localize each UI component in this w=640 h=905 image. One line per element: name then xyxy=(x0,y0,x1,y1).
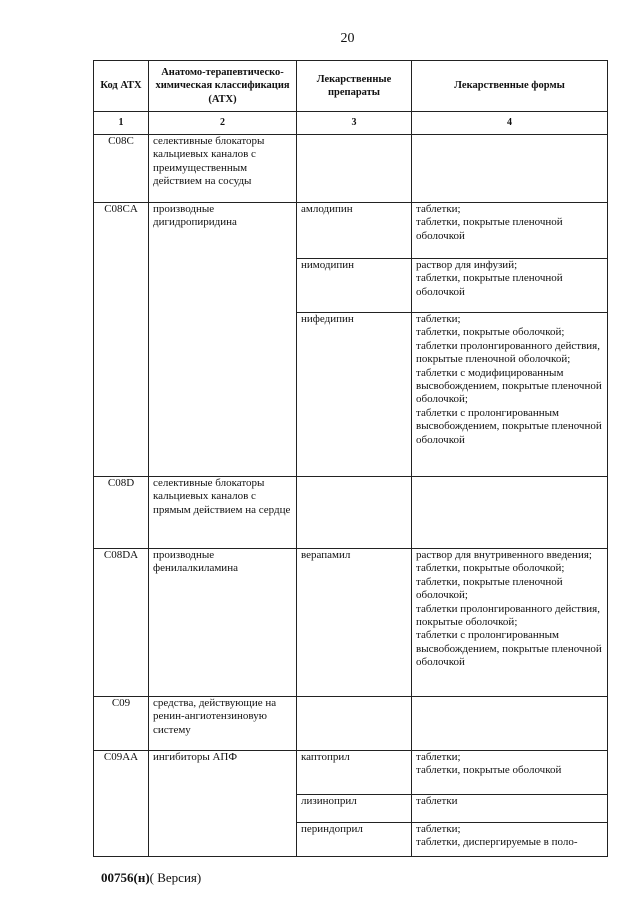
drug-name-cell: нифедипин xyxy=(297,313,412,477)
header-code: Код АТХ xyxy=(94,61,149,112)
page-number: 20 xyxy=(340,31,355,46)
atc-code-cell: C09AA xyxy=(94,751,149,857)
table-row xyxy=(94,135,608,203)
header-drugs: Лекарственные препараты xyxy=(297,61,412,112)
drug-name-cell: амлодипин xyxy=(297,203,412,259)
drug-name-cell: каптоприл xyxy=(297,751,412,795)
table-row xyxy=(94,751,608,795)
classification-cell: производные дигидропиридина xyxy=(149,203,297,477)
atc-code-cell: C08D xyxy=(94,477,149,549)
column-number-row xyxy=(94,112,608,135)
dosage-forms-cell xyxy=(412,135,608,203)
column-number: 3 xyxy=(297,112,412,135)
table-header-row xyxy=(94,61,608,112)
atc-table xyxy=(93,60,608,857)
dosage-forms-cell: таблетки xyxy=(412,795,608,823)
dosage-forms-cell: таблетки; таблетки, покрытые оболочкой; таблетки пролонгированного действия, покрытые пленочной оболочкой; таблетки с модифицированным высвобождением, покрытые пленочной оболочкой; таблетки с пролонгированным высвобождением, покрытые пленочной оболочкой xyxy=(412,313,608,477)
column-number: 4 xyxy=(412,112,608,135)
atc-code-cell: C08DA xyxy=(94,549,149,697)
table-row xyxy=(94,549,608,697)
classification-cell: производные фенилалкиламина xyxy=(149,549,297,697)
dosage-forms-cell: раствор для внутривенного введения; таблетки, покрытые оболочкой; таблетки, покрытые пленочной оболочкой; таблетки пролонгированного действия, покрытые оболочкой; таблетки с пролонгированным высвобождением, покрытые пленочной оболочкой xyxy=(412,549,608,697)
footer-label: ( Версия) xyxy=(149,870,202,885)
table-row xyxy=(94,477,608,549)
atc-code-cell: C08CA xyxy=(94,203,149,477)
atc-code-cell: C08C xyxy=(94,135,149,203)
document-footer xyxy=(101,870,201,886)
drug-name-cell: лизиноприл xyxy=(297,795,412,823)
header-forms: Лекарственные формы xyxy=(412,61,608,112)
drug-name-cell: нимодипин xyxy=(297,259,412,313)
drug-name-cell xyxy=(297,135,412,203)
drug-name-cell xyxy=(297,477,412,549)
classification-cell: селективные блокаторы кальциевых каналов с прямым действием на сердце xyxy=(149,477,297,549)
footer-code: 00756(н) xyxy=(101,870,150,885)
table-body xyxy=(94,135,608,857)
dosage-forms-cell: таблетки; таблетки, покрытые оболочкой xyxy=(412,751,608,795)
classification-cell: средства, действующие на ренин-ангиотензиновую систему xyxy=(149,697,297,751)
dosage-forms-cell: таблетки; таблетки, покрытые пленочной оболочкой xyxy=(412,203,608,259)
header-classification: Анатомо-терапевтическо-химическая классификация (АТХ) xyxy=(149,61,297,112)
table-row xyxy=(94,203,608,259)
atc-code-cell: C09 xyxy=(94,697,149,751)
classification-cell: ингибиторы АПФ xyxy=(149,751,297,857)
drug-name-cell: верапамил xyxy=(297,549,412,697)
classification-cell: селективные блокаторы кальциевых каналов с преимущественным действием на сосуды xyxy=(149,135,297,203)
drug-name-cell: периндоприл xyxy=(297,823,412,857)
column-number: 2 xyxy=(149,112,297,135)
dosage-forms-cell xyxy=(412,697,608,751)
dosage-forms-cell: таблетки; таблетки, диспергируемые в поло- xyxy=(412,823,608,857)
column-number: 1 xyxy=(94,112,149,135)
dosage-forms-cell xyxy=(412,477,608,549)
drug-name-cell xyxy=(297,697,412,751)
table-row xyxy=(94,697,608,751)
dosage-forms-cell: раствор для инфузий; таблетки, покрытые пленочной оболочкой xyxy=(412,259,608,313)
